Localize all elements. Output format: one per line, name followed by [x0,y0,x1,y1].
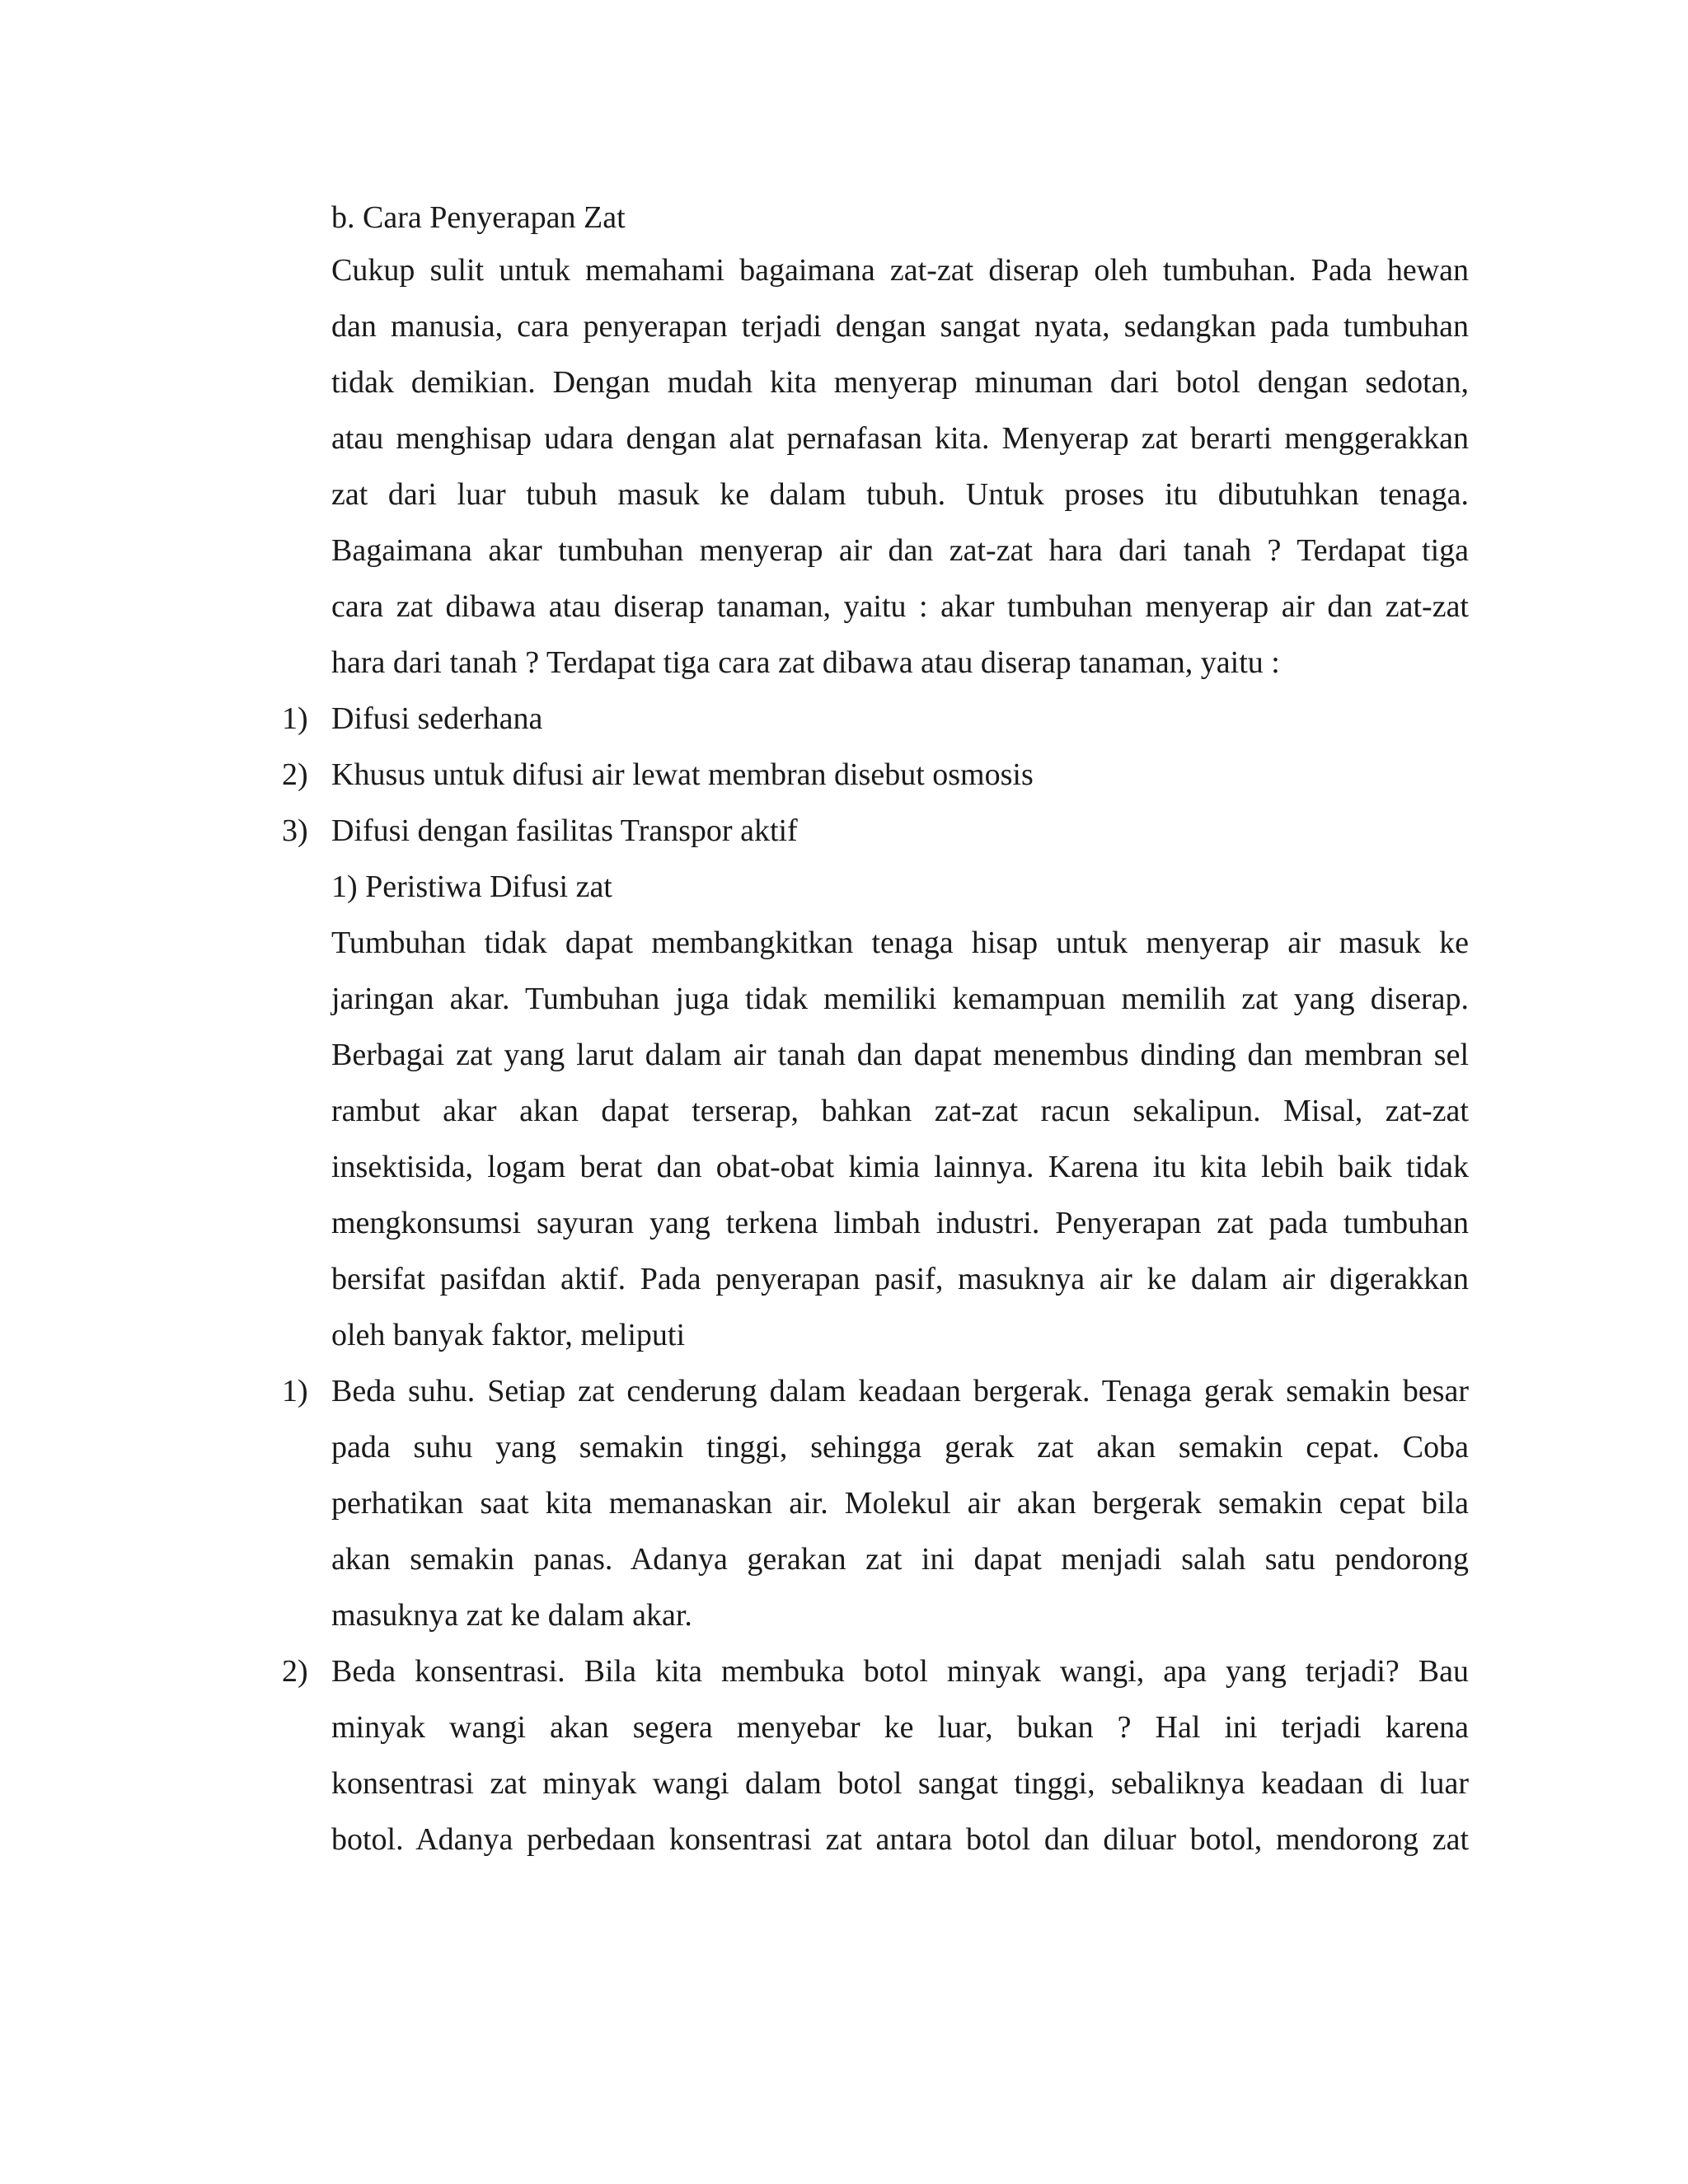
intro-line: hara dari tanah ? Terdapat tiga cara zat dibawa atau diserap tanaman, yaitu : [331,645,1280,680]
factor-line: akan semakin panas. Adanya gerakan zat ini dapat menjadi salah satu pendorong [331,1542,1469,1577]
diffusion-line: jaringan akar. Tumbuhan juga tidak memiliki kemampuan memilih zat yang diserap. [331,982,1469,1016]
factor-line: Beda suhu. Setiap zat cenderung dalam keadaan bergerak. Tenaga gerak semakin besar [331,1374,1469,1408]
diffusion-line: rambut akar akan dapat terserap, bahkan zat-zat racun sekalipun. Misal, zat-zat [331,1094,1469,1128]
method-number: 3) [282,813,308,848]
intro-line: Bagaimana akar tumbuhan menyerap air dan zat-zat hara dari tanah ? Terdapat tiga [331,533,1469,568]
factor-line: Beda konsentrasi. Bila kita membuka botol minyak wangi, apa yang terjadi? Bau [331,1654,1469,1689]
method-item: Difusi dengan fasilitas Transpor aktif [331,813,798,848]
intro-line: zat dari luar tubuh masuk ke dalam tubuh. Untuk proses itu dibutuhkan tenaga. [331,477,1469,512]
factor-number: 2) [282,1654,308,1689]
diffusion-line: Tumbuhan tidak dapat membangkitkan tenaga hisap untuk menyerap air masuk ke [331,926,1469,960]
diffusion-line: mengkonsumsi sayuran yang terkena limbah industri. Penyerapan zat pada tumbuhan [331,1206,1469,1240]
diffusion-line: oleh banyak faktor, meliputi [331,1318,686,1352]
section-heading: b. Cara Penyerapan Zat [331,200,626,235]
intro-line: tidak demikian. Dengan mudah kita menyerap minuman dari botol dengan sedotan, [331,365,1469,400]
intro-line: dan manusia, cara penyerapan terjadi dengan sangat nyata, sedangkan pada tumbuhan [331,309,1469,344]
factor-number: 1) [282,1374,308,1408]
method-item: Khusus untuk difusi air lewat membran disebut osmosis [331,757,1034,792]
factor-line: botol. Adanya perbedaan konsentrasi zat antara botol dan diluar botol, mendorong zat [331,1822,1469,1857]
method-number: 1) [282,701,308,736]
diffusion-line: Berbagai zat yang larut dalam air tanah dan dapat menembus dinding dan membran sel [331,1038,1469,1072]
factor-line: perhatikan saat kita memanaskan air. Molekul air akan bergerak semakin cepat bila [331,1486,1469,1521]
subheading: 1) Peristiwa Difusi zat [331,869,612,904]
factor-line: pada suhu yang semakin tinggi, sehingga gerak zat akan semakin cepat. Coba [331,1430,1469,1465]
diffusion-line: insektisida, logam berat dan obat-obat kimia lainnya. Karena itu kita lebih baik tidak [331,1150,1469,1184]
intro-line: atau menghisap udara dengan alat pernafasan kita. Menyerap zat berarti menggerakkan [331,421,1469,456]
diffusion-line: bersifat pasifdan aktif. Pada penyerapan pasif, masuknya air ke dalam air digerakkan [331,1262,1469,1296]
intro-line: Cukup sulit untuk memahami bagaimana zat-zat diserap oleh tumbuhan. Pada hewan [331,253,1469,288]
method-item: Difusi sederhana [331,701,543,736]
factor-line: minyak wangi akan segera menyebar ke luar, bukan ? Hal ini terjadi karena [331,1710,1469,1745]
method-number: 2) [282,757,308,792]
factor-line: masuknya zat ke dalam akar. [331,1598,692,1633]
intro-line: cara zat dibawa atau diserap tanaman, yaitu : akar tumbuhan menyerap air dan zat-zat [331,589,1469,624]
factor-line: konsentrasi zat minyak wangi dalam botol sangat tinggi, sebaliknya keadaan di luar [331,1766,1469,1801]
